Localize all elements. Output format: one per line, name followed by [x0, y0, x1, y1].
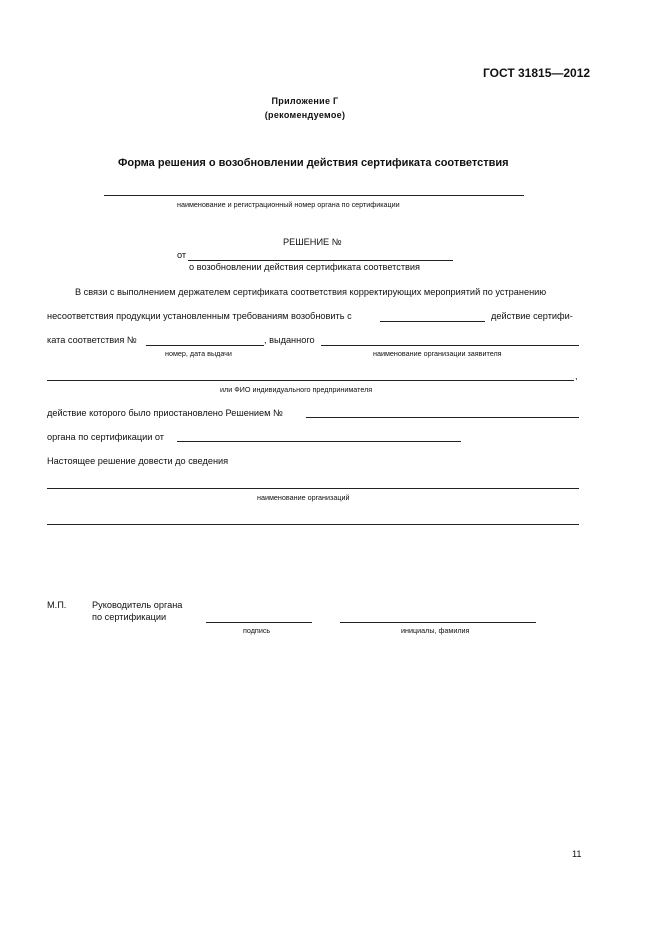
organizations-line-2: [47, 524, 579, 525]
body-name-line: [104, 195, 524, 196]
body-name-caption: наименование и регистрационный номер органа по сертификации: [177, 200, 400, 209]
head-title-line-2: по сертификации: [92, 612, 167, 622]
signature-caption: подпись: [243, 626, 271, 635]
certificate-number-line: [146, 345, 264, 346]
form-title: Форма решения о возобновлении действия сертификата соответствия: [118, 157, 509, 169]
decision-heading: РЕШЕНИЕ №: [283, 237, 342, 247]
entrepreneur-caption: или ФИО индивидуального предпринимателя: [220, 385, 373, 394]
issued-label: , выданного: [264, 335, 315, 345]
standard-code: ГОСТ 31815—2012: [483, 66, 591, 80]
paragraph-line-2-end: действие сертифи-: [491, 311, 573, 321]
entrepreneur-line: [47, 380, 574, 381]
resume-date-line: [380, 321, 485, 322]
suspended-decision-line: [306, 417, 579, 418]
notify-label: Настоящее решение довести до сведения: [47, 456, 229, 466]
name-line: [340, 622, 536, 623]
suspended-decision-label: действие которого было приостановлено Решением №: [47, 408, 283, 418]
appendix-title: Приложение Г: [271, 96, 339, 106]
page-number: 11: [572, 849, 582, 859]
decision-from-label: от: [177, 250, 187, 260]
issuer-date-line: [177, 441, 461, 442]
organizations-line-1: [47, 488, 579, 489]
stamp-label: М.П.: [47, 600, 67, 610]
organizations-caption: наименование организаций: [257, 493, 350, 502]
paragraph-line-2: несоответствия продукции установленным требованиям возобновить с: [47, 311, 352, 321]
issuer-label: органа по сертификации от: [47, 432, 165, 442]
applicant-line: [321, 345, 579, 346]
signature-line: [206, 622, 312, 623]
applicant-caption: наименование организации заявителя: [373, 349, 502, 358]
decision-date-line: [188, 260, 453, 261]
entrepreneur-line-comma: ,: [575, 371, 578, 381]
decision-subject: о возобновлении действия сертификата соответствия: [189, 262, 421, 272]
appendix-status: (рекомендуемое): [264, 110, 346, 120]
paragraph-line-3: ката соответствия №: [47, 335, 137, 345]
paragraph-line-1: В связи с выполнением держателем сертификата соответствия корректирующих мероприятий по устранению: [75, 287, 547, 297]
name-caption: инициалы, фамилия: [401, 626, 470, 635]
head-title-line-1: Руководитель органа: [92, 600, 183, 610]
number-date-caption: номер, дата выдачи: [165, 349, 232, 358]
